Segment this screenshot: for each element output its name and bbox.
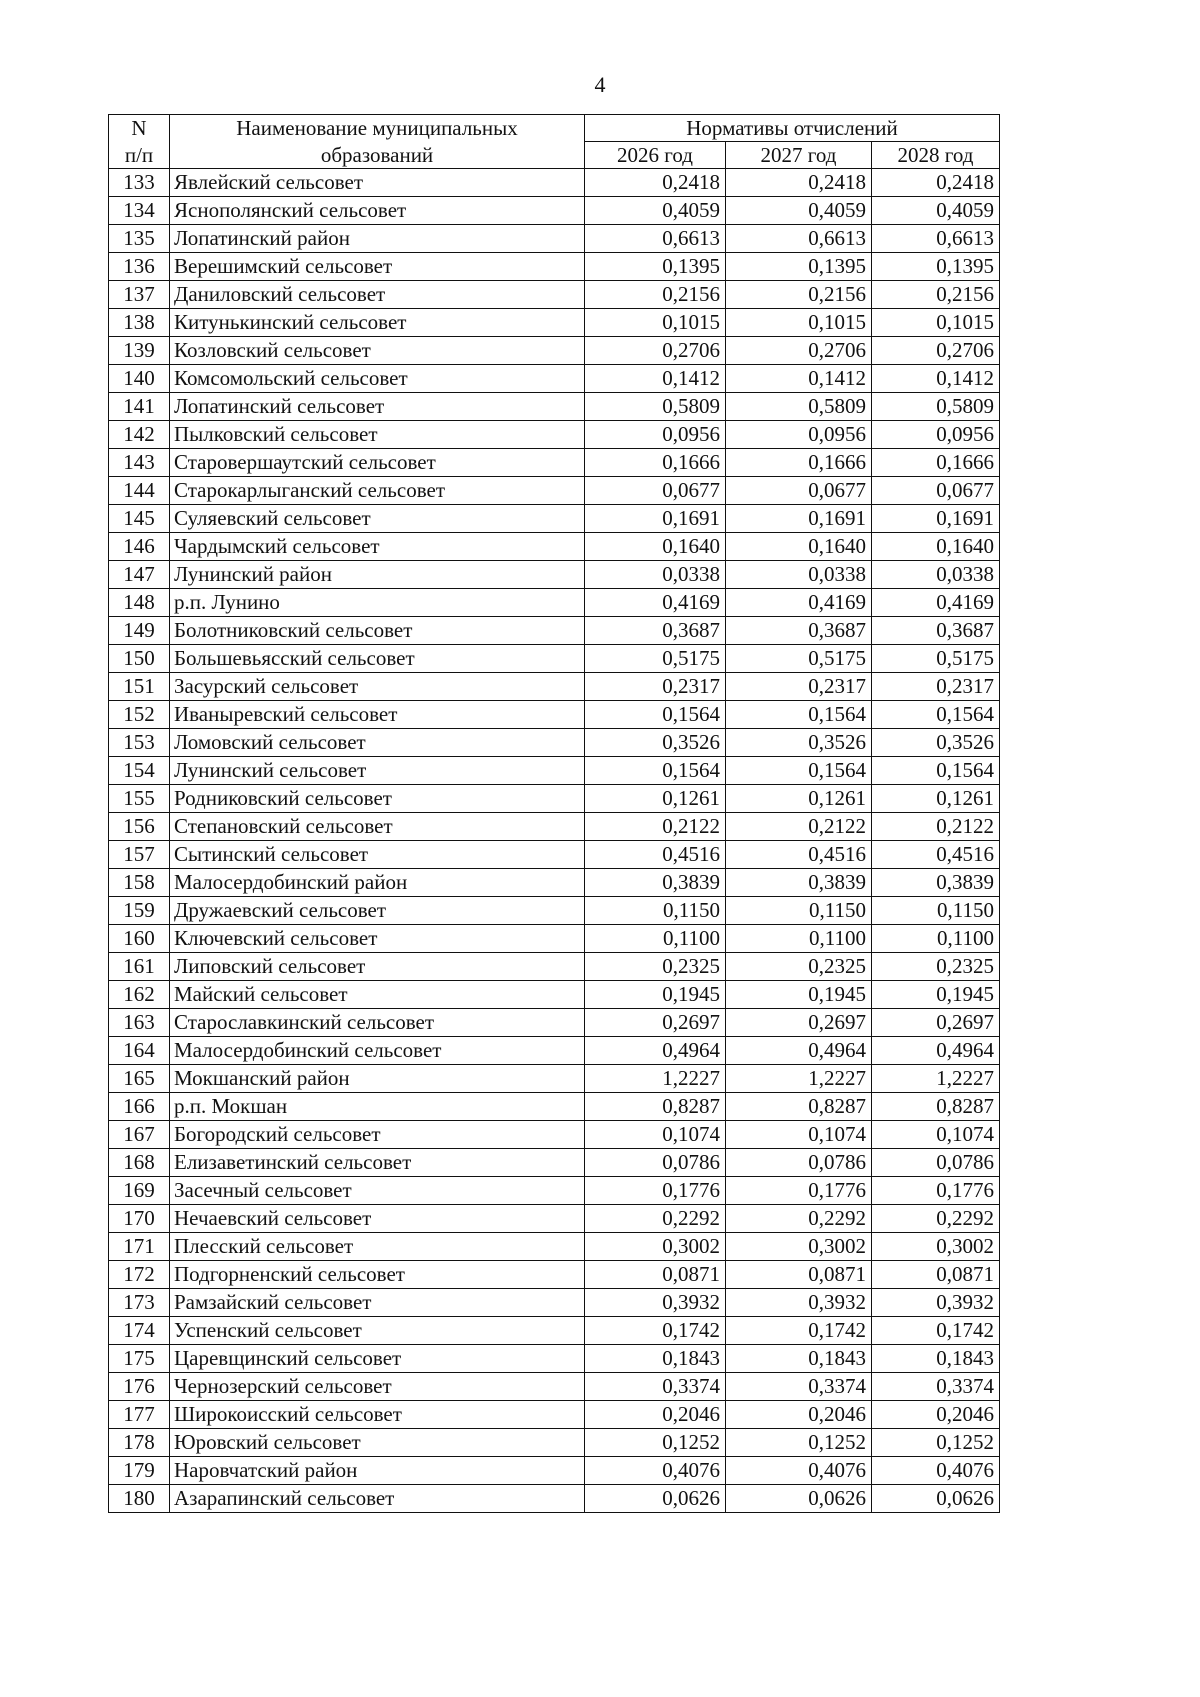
municipality-name-cell: Дружаевский сельсовет <box>170 897 585 925</box>
municipality-name-cell: Старокарлыганский сельсовет <box>170 477 585 505</box>
norm-2028-cell: 0,1395 <box>872 253 1000 281</box>
municipality-name-cell: Суляевский сельсовет <box>170 505 585 533</box>
table-row <box>109 505 1000 533</box>
table-row <box>109 281 1000 309</box>
norm-2027-cell: 0,5175 <box>726 645 872 673</box>
municipality-name-cell: Мокшанский район <box>170 1065 585 1093</box>
norm-2028-cell: 0,1150 <box>872 897 1000 925</box>
norm-2026-cell: 0,1395 <box>585 253 726 281</box>
norm-2026-cell: 0,6613 <box>585 225 726 253</box>
municipality-name-cell: Сытинский сельсовет <box>170 841 585 869</box>
row-number-cell: 160 <box>109 925 170 953</box>
norm-2028-cell: 0,1640 <box>872 533 1000 561</box>
norm-2027-cell: 0,1412 <box>726 365 872 393</box>
norm-2028-cell: 0,2156 <box>872 281 1000 309</box>
table-row <box>109 841 1000 869</box>
norm-2026-cell: 0,0626 <box>585 1485 726 1513</box>
norm-2028-cell: 0,8287 <box>872 1093 1000 1121</box>
norm-2028-cell: 0,0338 <box>872 561 1000 589</box>
norm-2028-cell: 0,5175 <box>872 645 1000 673</box>
table-row <box>109 309 1000 337</box>
norm-2028-cell: 0,2706 <box>872 337 1000 365</box>
norm-2026-cell: 0,1564 <box>585 701 726 729</box>
norm-2026-cell: 0,2317 <box>585 673 726 701</box>
table-row <box>109 169 1000 197</box>
norm-2028-cell: 0,1776 <box>872 1177 1000 1205</box>
norm-2027-cell: 0,4059 <box>726 197 872 225</box>
norm-2026-cell: 0,2046 <box>585 1401 726 1429</box>
norm-2027-cell: 0,0626 <box>726 1485 872 1513</box>
header-num-line2: п/п <box>109 142 170 169</box>
norm-2028-cell: 0,2325 <box>872 953 1000 981</box>
row-number-cell: 136 <box>109 253 170 281</box>
municipality-name-cell: Лунинский район <box>170 561 585 589</box>
header-year-2027: 2027 год <box>726 142 872 169</box>
municipality-name-cell: Плесский сельсовет <box>170 1233 585 1261</box>
norm-2027-cell: 0,3374 <box>726 1373 872 1401</box>
table-row <box>109 953 1000 981</box>
norm-2028-cell: 0,1564 <box>872 701 1000 729</box>
municipality-name-cell: Чернозерский сельсовет <box>170 1373 585 1401</box>
header-year-2028: 2028 год <box>872 142 1000 169</box>
table-row <box>109 1373 1000 1401</box>
row-number-cell: 133 <box>109 169 170 197</box>
row-number-cell: 171 <box>109 1233 170 1261</box>
norm-2028-cell: 0,2697 <box>872 1009 1000 1037</box>
table-row <box>109 1289 1000 1317</box>
row-number-cell: 149 <box>109 617 170 645</box>
norm-2026-cell: 0,2706 <box>585 337 726 365</box>
row-number-cell: 166 <box>109 1093 170 1121</box>
municipality-name-cell: Даниловский сельсовет <box>170 281 585 309</box>
norm-2027-cell: 0,3687 <box>726 617 872 645</box>
row-number-cell: 180 <box>109 1485 170 1513</box>
norm-2027-cell: 0,2292 <box>726 1205 872 1233</box>
row-number-cell: 164 <box>109 1037 170 1065</box>
norm-2028-cell: 0,1843 <box>872 1345 1000 1373</box>
row-number-cell: 140 <box>109 365 170 393</box>
norm-2028-cell: 0,4169 <box>872 589 1000 617</box>
row-number-cell: 152 <box>109 701 170 729</box>
municipality-name-cell: Иваныревский сельсовет <box>170 701 585 729</box>
norm-2028-cell: 0,3839 <box>872 869 1000 897</box>
table-row <box>109 617 1000 645</box>
norm-2026-cell: 0,1843 <box>585 1345 726 1373</box>
table-row <box>109 253 1000 281</box>
table-row <box>109 673 1000 701</box>
norm-2027-cell: 0,3839 <box>726 869 872 897</box>
norm-2027-cell: 0,1564 <box>726 701 872 729</box>
norm-2027-cell: 0,2122 <box>726 813 872 841</box>
municipality-name-cell: Засурский сельсовет <box>170 673 585 701</box>
norm-2026-cell: 0,1564 <box>585 757 726 785</box>
table-row <box>109 589 1000 617</box>
norm-2026-cell: 0,4516 <box>585 841 726 869</box>
norm-2026-cell: 0,2156 <box>585 281 726 309</box>
row-number-cell: 176 <box>109 1373 170 1401</box>
norm-2027-cell: 0,1742 <box>726 1317 872 1345</box>
row-number-cell: 144 <box>109 477 170 505</box>
table-row <box>109 197 1000 225</box>
norm-2028-cell: 0,3932 <box>872 1289 1000 1317</box>
table-row <box>109 1317 1000 1345</box>
norm-2026-cell: 0,1640 <box>585 533 726 561</box>
norm-2028-cell: 0,0626 <box>872 1485 1000 1513</box>
norm-2028-cell: 0,2046 <box>872 1401 1000 1429</box>
row-number-cell: 157 <box>109 841 170 869</box>
municipality-name-cell: Родниковский сельсовет <box>170 785 585 813</box>
municipality-name-cell: Малосердобинский район <box>170 869 585 897</box>
row-number-cell: 165 <box>109 1065 170 1093</box>
row-number-cell: 175 <box>109 1345 170 1373</box>
table-row <box>109 1457 1000 1485</box>
municipality-name-cell: Широкоисский сельсовет <box>170 1401 585 1429</box>
table-row <box>109 1261 1000 1289</box>
norm-2028-cell: 0,1742 <box>872 1317 1000 1345</box>
row-number-cell: 159 <box>109 897 170 925</box>
norm-2027-cell: 0,2697 <box>726 1009 872 1037</box>
norm-2026-cell: 0,5809 <box>585 393 726 421</box>
norm-2026-cell: 0,0786 <box>585 1149 726 1177</box>
header-num-line1: N <box>109 115 170 142</box>
norm-2028-cell: 0,1564 <box>872 757 1000 785</box>
municipality-name-cell: Козловский сельсовет <box>170 337 585 365</box>
row-number-cell: 177 <box>109 1401 170 1429</box>
norm-2027-cell: 0,4964 <box>726 1037 872 1065</box>
table-row <box>109 813 1000 841</box>
municipality-name-cell: Царевщинский сельсовет <box>170 1345 585 1373</box>
row-number-cell: 158 <box>109 869 170 897</box>
municipality-name-cell: Ключевский сельсовет <box>170 925 585 953</box>
table-row <box>109 1429 1000 1457</box>
norm-2028-cell: 0,5809 <box>872 393 1000 421</box>
municipality-name-cell: Елизаветинский сельсовет <box>170 1149 585 1177</box>
norm-2026-cell: 0,1666 <box>585 449 726 477</box>
norm-2026-cell: 0,4964 <box>585 1037 726 1065</box>
table-row <box>109 365 1000 393</box>
row-number-cell: 163 <box>109 1009 170 1037</box>
norm-2027-cell: 0,2325 <box>726 953 872 981</box>
norm-2026-cell: 0,1412 <box>585 365 726 393</box>
norm-2028-cell: 0,0956 <box>872 421 1000 449</box>
table-row <box>109 477 1000 505</box>
norm-2028-cell: 0,2418 <box>872 169 1000 197</box>
table-row <box>109 645 1000 673</box>
table-row <box>109 1205 1000 1233</box>
norm-2028-cell: 0,3002 <box>872 1233 1000 1261</box>
norm-2026-cell: 0,2418 <box>585 169 726 197</box>
norm-2026-cell: 0,1691 <box>585 505 726 533</box>
municipality-name-cell: Наровчатский район <box>170 1457 585 1485</box>
page-number: 4 <box>594 72 606 97</box>
header-name-line1: Наименование муниципальных <box>170 115 585 142</box>
row-number-cell: 150 <box>109 645 170 673</box>
norm-2027-cell: 0,2156 <box>726 281 872 309</box>
norm-2028-cell: 0,3687 <box>872 617 1000 645</box>
norm-2028-cell: 0,0677 <box>872 477 1000 505</box>
norm-2028-cell: 0,1261 <box>872 785 1000 813</box>
municipality-name-cell: Нечаевский сельсовет <box>170 1205 585 1233</box>
municipality-name-cell: р.п. Лунино <box>170 589 585 617</box>
municipality-name-cell: Старославкинский сельсовет <box>170 1009 585 1037</box>
row-number-cell: 145 <box>109 505 170 533</box>
norm-2028-cell: 0,3374 <box>872 1373 1000 1401</box>
municipality-name-cell: Малосердобинский сельсовет <box>170 1037 585 1065</box>
norm-2026-cell: 0,3002 <box>585 1233 726 1261</box>
norm-2026-cell: 0,1252 <box>585 1429 726 1457</box>
norm-2026-cell: 0,3932 <box>585 1289 726 1317</box>
row-number-cell: 167 <box>109 1121 170 1149</box>
municipality-name-cell: Старовершаутский сельсовет <box>170 449 585 477</box>
row-number-cell: 138 <box>109 309 170 337</box>
norm-2027-cell: 0,0871 <box>726 1261 872 1289</box>
municipality-name-cell: Большевьясский сельсовет <box>170 645 585 673</box>
table-row <box>109 1065 1000 1093</box>
row-number-cell: 154 <box>109 757 170 785</box>
norm-2026-cell: 0,5175 <box>585 645 726 673</box>
municipality-name-cell: Лунинский сельсовет <box>170 757 585 785</box>
table-row <box>109 337 1000 365</box>
norm-2027-cell: 0,1395 <box>726 253 872 281</box>
norm-2026-cell: 0,4169 <box>585 589 726 617</box>
municipality-name-cell: Засечный сельсовет <box>170 1177 585 1205</box>
norm-2027-cell: 0,1666 <box>726 449 872 477</box>
municipality-name-cell: Степановский сельсовет <box>170 813 585 841</box>
norm-2026-cell: 0,1742 <box>585 1317 726 1345</box>
table-row <box>109 1149 1000 1177</box>
norm-2027-cell: 0,1564 <box>726 757 872 785</box>
municipality-name-cell: Лопатинский район <box>170 225 585 253</box>
norm-2028-cell: 0,1691 <box>872 505 1000 533</box>
norm-2027-cell: 0,1252 <box>726 1429 872 1457</box>
norm-2026-cell: 0,0871 <box>585 1261 726 1289</box>
norm-2027-cell: 0,1074 <box>726 1121 872 1149</box>
norm-2027-cell: 0,1261 <box>726 785 872 813</box>
norm-2026-cell: 0,1150 <box>585 897 726 925</box>
table-row <box>109 1009 1000 1037</box>
norm-2028-cell: 0,1100 <box>872 925 1000 953</box>
norm-2027-cell: 0,3526 <box>726 729 872 757</box>
norm-2027-cell: 0,1150 <box>726 897 872 925</box>
municipality-name-cell: Юровский сельсовет <box>170 1429 585 1457</box>
norm-2026-cell: 0,1100 <box>585 925 726 953</box>
table-row <box>109 785 1000 813</box>
header-name-line2: образований <box>170 142 585 169</box>
norm-2026-cell: 0,2122 <box>585 813 726 841</box>
table-row <box>109 1121 1000 1149</box>
norm-2027-cell: 0,1640 <box>726 533 872 561</box>
norm-2028-cell: 0,1015 <box>872 309 1000 337</box>
norm-2026-cell: 0,1074 <box>585 1121 726 1149</box>
norm-2026-cell: 0,1015 <box>585 309 726 337</box>
norm-2027-cell: 0,4516 <box>726 841 872 869</box>
row-number-cell: 173 <box>109 1289 170 1317</box>
norm-2027-cell: 0,2706 <box>726 337 872 365</box>
row-number-cell: 178 <box>109 1429 170 1457</box>
norm-2028-cell: 0,1945 <box>872 981 1000 1009</box>
row-number-cell: 169 <box>109 1177 170 1205</box>
norm-2028-cell: 0,1252 <box>872 1429 1000 1457</box>
norm-2028-cell: 0,2292 <box>872 1205 1000 1233</box>
norm-2028-cell: 0,1666 <box>872 449 1000 477</box>
norm-2026-cell: 0,8287 <box>585 1093 726 1121</box>
municipality-name-cell: Майский сельсовет <box>170 981 585 1009</box>
municipality-name-cell: Чардымский сельсовет <box>170 533 585 561</box>
table-row <box>109 1401 1000 1429</box>
norm-2028-cell: 0,4076 <box>872 1457 1000 1485</box>
norm-2027-cell: 0,2418 <box>726 169 872 197</box>
municipality-name-cell: Яснополянский сельсовет <box>170 197 585 225</box>
table-row <box>109 1093 1000 1121</box>
table-row <box>109 561 1000 589</box>
row-number-cell: 146 <box>109 533 170 561</box>
norm-2028-cell: 0,4059 <box>872 197 1000 225</box>
norm-2027-cell: 0,0338 <box>726 561 872 589</box>
row-number-cell: 156 <box>109 813 170 841</box>
header-deduction-norms: Нормативы отчислений <box>585 115 1000 142</box>
table-row <box>109 1345 1000 1373</box>
header-year-2026: 2026 год <box>585 142 726 169</box>
municipality-name-cell: Комсомольский сельсовет <box>170 365 585 393</box>
table-row <box>109 897 1000 925</box>
municipality-name-cell: Липовский сельсовет <box>170 953 585 981</box>
row-number-cell: 162 <box>109 981 170 1009</box>
norm-2028-cell: 0,0871 <box>872 1261 1000 1289</box>
row-number-cell: 141 <box>109 393 170 421</box>
norm-2026-cell: 0,3687 <box>585 617 726 645</box>
norm-2026-cell: 0,0677 <box>585 477 726 505</box>
municipality-name-cell: Успенский сельсовет <box>170 1317 585 1345</box>
norm-2027-cell: 0,1100 <box>726 925 872 953</box>
norm-2027-cell: 0,4076 <box>726 1457 872 1485</box>
row-number-cell: 137 <box>109 281 170 309</box>
row-number-cell: 147 <box>109 561 170 589</box>
municipality-name-cell: Подгорненский сельсовет <box>170 1261 585 1289</box>
table-row <box>109 701 1000 729</box>
norm-2026-cell: 0,0956 <box>585 421 726 449</box>
norm-2026-cell: 1,2227 <box>585 1065 726 1093</box>
table-row <box>109 1233 1000 1261</box>
norm-2027-cell: 0,3002 <box>726 1233 872 1261</box>
municipality-name-cell: Верешимский сельсовет <box>170 253 585 281</box>
norm-2028-cell: 0,1412 <box>872 365 1000 393</box>
table-row <box>109 421 1000 449</box>
norm-2028-cell: 0,4516 <box>872 841 1000 869</box>
norm-2028-cell: 0,0786 <box>872 1149 1000 1177</box>
norm-2027-cell: 0,0786 <box>726 1149 872 1177</box>
norm-2028-cell: 0,1074 <box>872 1121 1000 1149</box>
row-number-cell: 148 <box>109 589 170 617</box>
table-row <box>109 757 1000 785</box>
table-row <box>109 393 1000 421</box>
norm-2027-cell: 0,2046 <box>726 1401 872 1429</box>
norm-2027-cell: 0,0956 <box>726 421 872 449</box>
table-row <box>109 729 1000 757</box>
norm-2026-cell: 0,3839 <box>585 869 726 897</box>
norm-2026-cell: 0,1945 <box>585 981 726 1009</box>
municipality-name-cell: Китунькинский сельсовет <box>170 309 585 337</box>
row-number-cell: 155 <box>109 785 170 813</box>
norm-2027-cell: 0,1776 <box>726 1177 872 1205</box>
table-row <box>109 1485 1000 1513</box>
norm-2026-cell: 0,0338 <box>585 561 726 589</box>
norm-2027-cell: 0,1843 <box>726 1345 872 1373</box>
norm-2027-cell: 0,8287 <box>726 1093 872 1121</box>
municipality-name-cell: Пылковский сельсовет <box>170 421 585 449</box>
norm-2028-cell: 0,3526 <box>872 729 1000 757</box>
norm-2027-cell: 0,4169 <box>726 589 872 617</box>
row-number-cell: 151 <box>109 673 170 701</box>
row-number-cell: 134 <box>109 197 170 225</box>
municipality-name-cell: Богородский сельсовет <box>170 1121 585 1149</box>
norm-2027-cell: 0,2317 <box>726 673 872 701</box>
table-body <box>109 169 1000 1513</box>
row-number-cell: 153 <box>109 729 170 757</box>
row-number-cell: 174 <box>109 1317 170 1345</box>
norm-2026-cell: 0,2292 <box>585 1205 726 1233</box>
row-number-cell: 143 <box>109 449 170 477</box>
row-number-cell: 161 <box>109 953 170 981</box>
municipality-name-cell: Ломовский сельсовет <box>170 729 585 757</box>
table-row <box>109 869 1000 897</box>
norm-2027-cell: 0,3932 <box>726 1289 872 1317</box>
municipality-name-cell: Болотниковский сельсовет <box>170 617 585 645</box>
norm-2027-cell: 0,1691 <box>726 505 872 533</box>
table-row <box>109 981 1000 1009</box>
norm-2026-cell: 0,3374 <box>585 1373 726 1401</box>
norm-2026-cell: 0,1261 <box>585 785 726 813</box>
norm-2026-cell: 0,1776 <box>585 1177 726 1205</box>
municipality-name-cell: Лопатинский сельсовет <box>170 393 585 421</box>
municipality-name-cell: р.п. Мокшан <box>170 1093 585 1121</box>
table-row <box>109 1037 1000 1065</box>
norm-2028-cell: 1,2227 <box>872 1065 1000 1093</box>
row-number-cell: 135 <box>109 225 170 253</box>
norm-2027-cell: 0,0677 <box>726 477 872 505</box>
norm-2027-cell: 1,2227 <box>726 1065 872 1093</box>
deduction-norms-table <box>108 114 1000 1513</box>
municipality-name-cell: Явлейский сельсовет <box>170 169 585 197</box>
table-row <box>109 533 1000 561</box>
table-row <box>109 225 1000 253</box>
municipality-name-cell: Рамзайский сельсовет <box>170 1289 585 1317</box>
table-row <box>109 925 1000 953</box>
norm-2028-cell: 0,2317 <box>872 673 1000 701</box>
norm-2028-cell: 0,2122 <box>872 813 1000 841</box>
norm-2027-cell: 0,1015 <box>726 309 872 337</box>
table-row <box>109 1177 1000 1205</box>
row-number-cell: 142 <box>109 421 170 449</box>
norm-2026-cell: 0,4076 <box>585 1457 726 1485</box>
norm-2027-cell: 0,6613 <box>726 225 872 253</box>
row-number-cell: 172 <box>109 1261 170 1289</box>
row-number-cell: 168 <box>109 1149 170 1177</box>
norm-2026-cell: 0,4059 <box>585 197 726 225</box>
norm-2028-cell: 0,4964 <box>872 1037 1000 1065</box>
norm-2026-cell: 0,2697 <box>585 1009 726 1037</box>
row-number-cell: 170 <box>109 1205 170 1233</box>
municipality-name-cell: Азарапинский сельсовет <box>170 1485 585 1513</box>
norm-2028-cell: 0,6613 <box>872 225 1000 253</box>
norm-2026-cell: 0,2325 <box>585 953 726 981</box>
norm-2027-cell: 0,1945 <box>726 981 872 1009</box>
row-number-cell: 139 <box>109 337 170 365</box>
row-number-cell: 179 <box>109 1457 170 1485</box>
norm-2026-cell: 0,3526 <box>585 729 726 757</box>
table-row <box>109 449 1000 477</box>
norm-2027-cell: 0,5809 <box>726 393 872 421</box>
